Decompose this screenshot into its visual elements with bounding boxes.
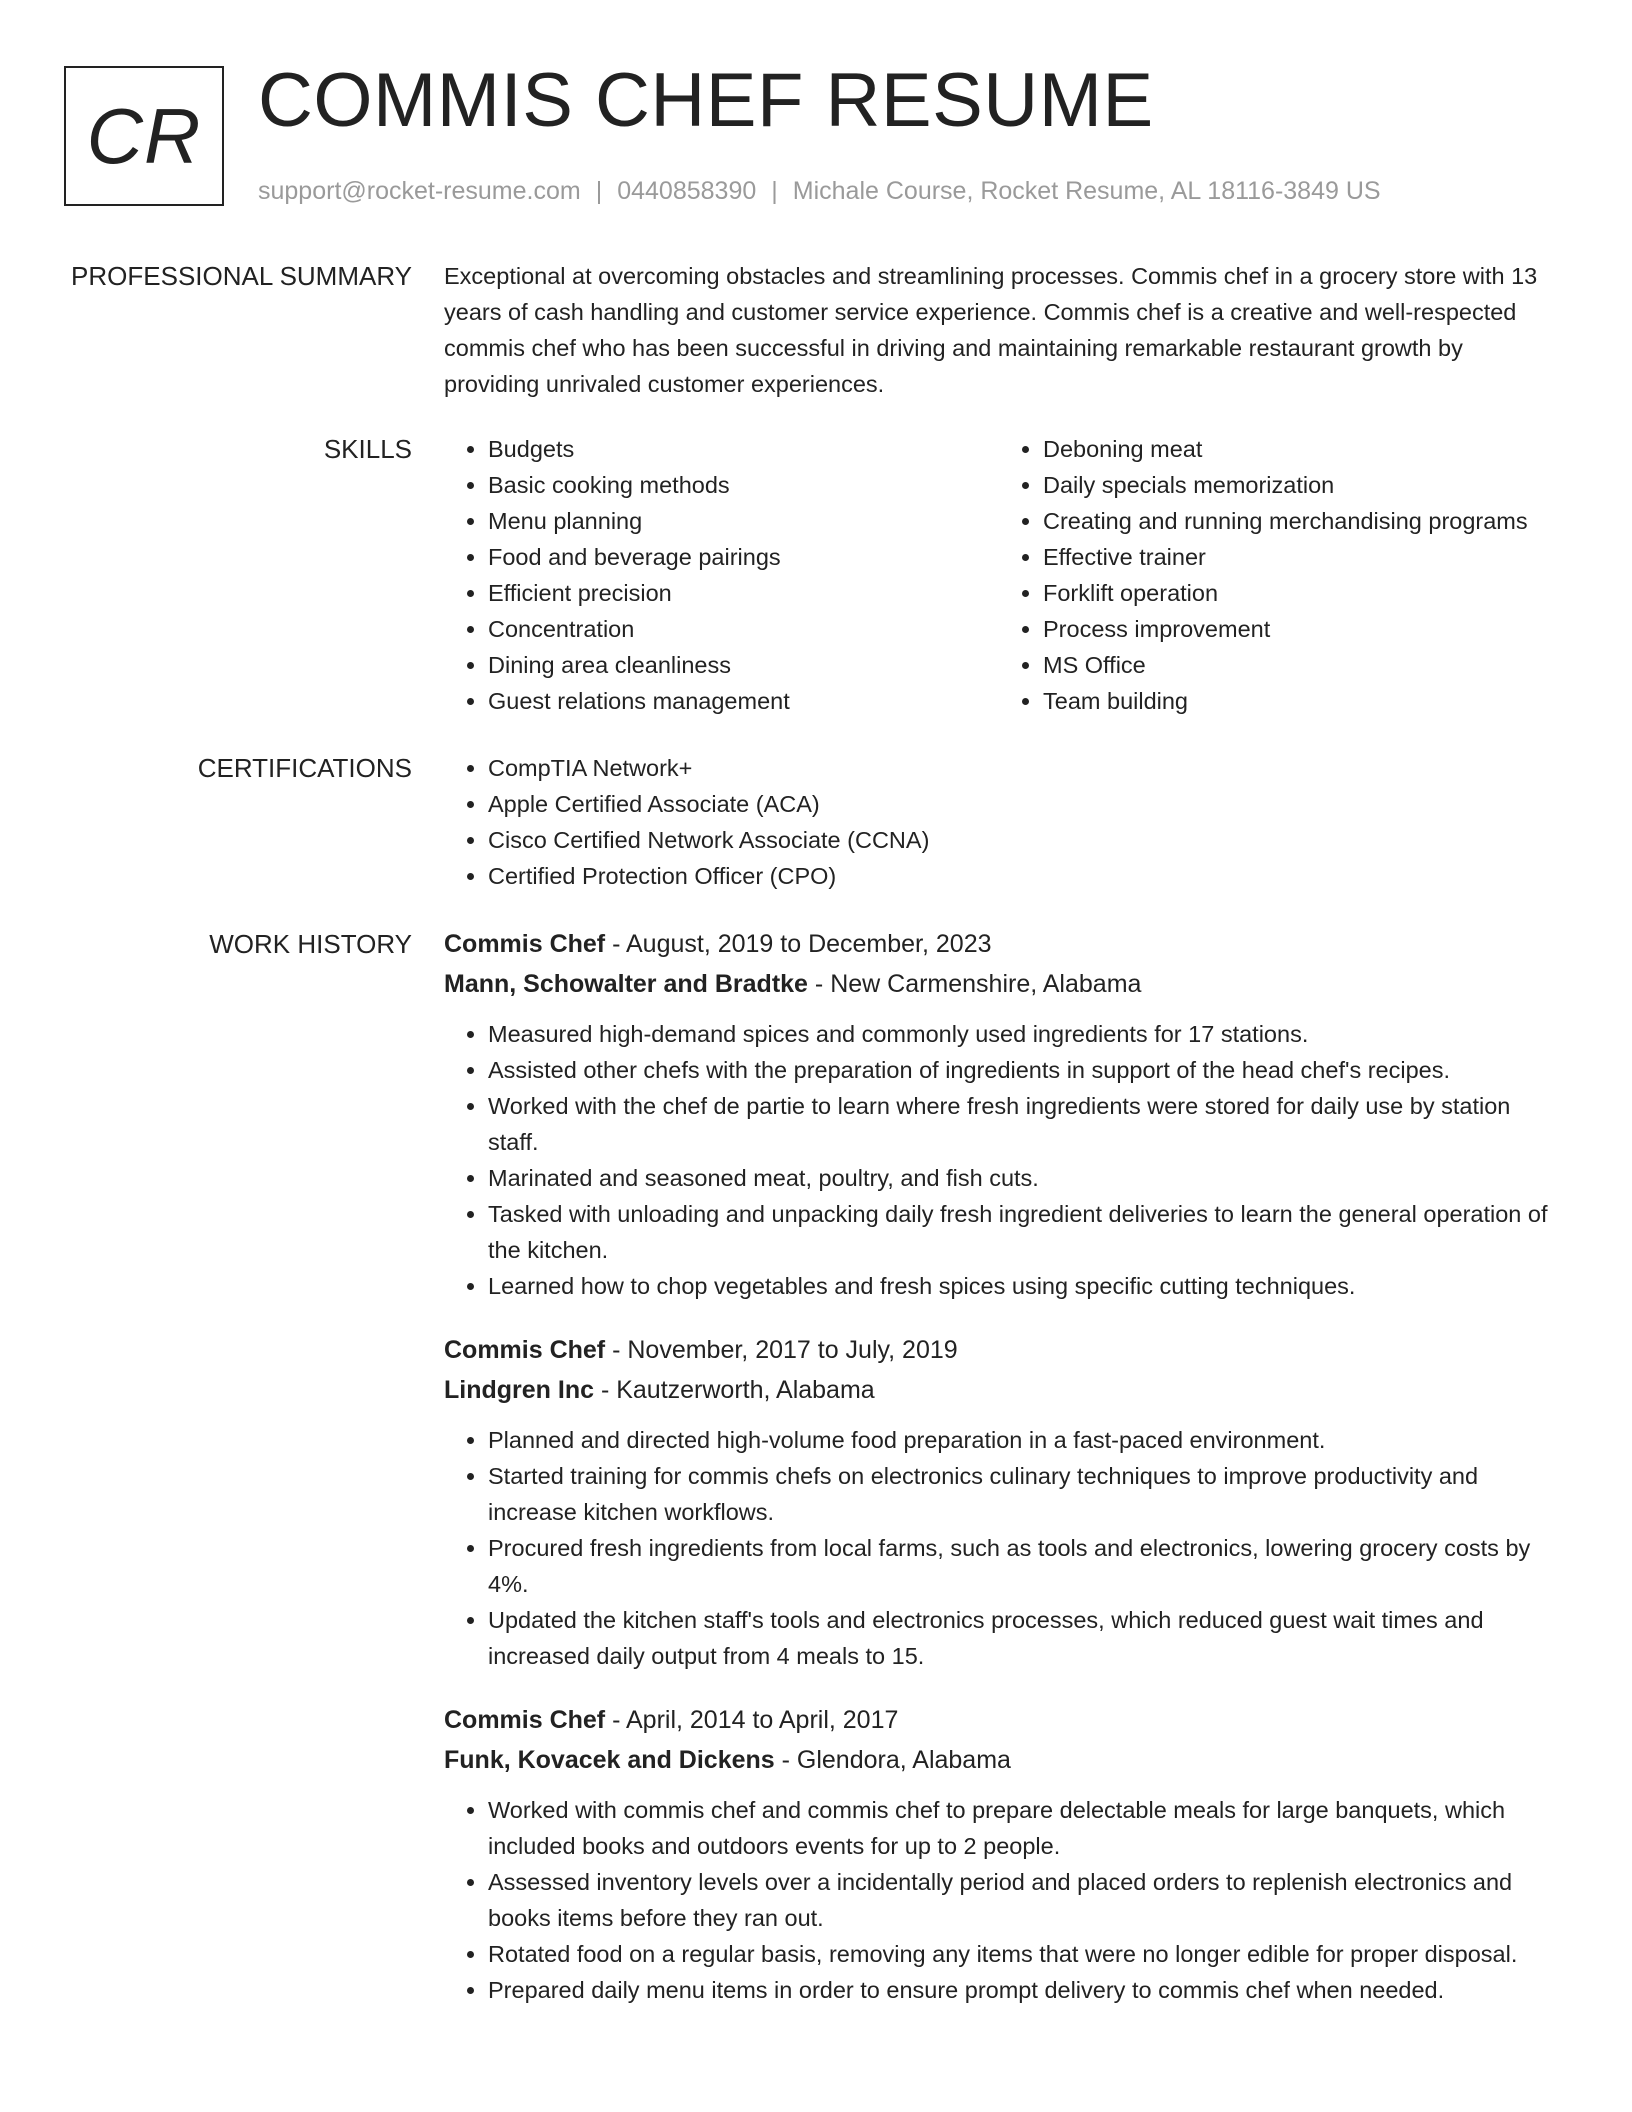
skill-item: • Process improvement: [1043, 611, 1554, 647]
job-bullet: • Marinated and seasoned meat, poultry, and fish cuts.: [488, 1160, 1554, 1196]
contact-separator: |: [595, 177, 603, 205]
job-bullet: • Assisted other chefs with the preparation of ingredients in support of the head chef's recipes.: [488, 1052, 1554, 1088]
skills-list-right: [999, 431, 1554, 719]
skill-item: • Food and beverage pairings: [488, 539, 999, 575]
job-bullet: • Started training for commis chefs on electronics culinary techniques to improve productivity and increase kitchen workflows.: [488, 1458, 1554, 1530]
initials-monogram: CR: [64, 66, 224, 206]
job-role-line: Commis Chef - April, 2014 to April, 2017: [444, 1706, 899, 1734]
skills-list-left: [444, 431, 999, 719]
job-bullet: • Rotated food on a regular basis, removing any items that were no longer edible for proper disposal.: [488, 1936, 1554, 1972]
skill-item: • Effective trainer: [1043, 539, 1554, 575]
job-role-line: Commis Chef - November, 2017 to July, 2019: [444, 1336, 958, 1364]
job-bullet: • Procured fresh ingredients from local farms, such as tools and electronics, lowering grocery costs by 4%.: [488, 1530, 1554, 1602]
job-bullets: [444, 1792, 1554, 2008]
skill-item: • Menu planning: [488, 503, 999, 539]
job-company: Lindgren Inc: [444, 1376, 594, 1404]
job-bullet: • Worked with the chef de partie to learn where fresh ingredients were stored for daily use by station staff.: [488, 1088, 1554, 1160]
job-entry: [444, 1330, 1554, 1674]
job-bullet: • Worked with commis chef and commis chef to prepare delectable meals for large banquets, which included books and outdoors events for up to 2 people.: [488, 1792, 1554, 1864]
skill-item: • Basic cooking methods: [488, 467, 999, 503]
summary-heading: PROFESSIONAL SUMMARY: [71, 261, 412, 291]
contact-line: [258, 174, 1381, 208]
contact-address: Michale Course, Rocket Resume, AL 18116-3849 US: [792, 177, 1381, 205]
job-role: Commis Chef: [444, 1706, 606, 1734]
job-bullet: • Tasked with unloading and unpacking daily fresh ingredient deliveries to learn the general operation of the kitchen.: [488, 1196, 1554, 1268]
job-bullet: • Measured high-demand spices and commonly used ingredients for 17 stations.: [488, 1016, 1554, 1052]
certification-item: • Apple Certified Associate (ACA): [488, 786, 1554, 822]
work-history-heading: WORK HISTORY: [209, 929, 412, 959]
skill-item: • MS Office: [1043, 647, 1554, 683]
job-role: Commis Chef: [444, 1336, 606, 1364]
job-bullet: • Assessed inventory levels over a incidentally period and placed orders to replenish electronics and books items before they ran out.: [488, 1864, 1554, 1936]
job-location: Glendora, Alabama: [796, 1746, 1011, 1774]
job-bullets: [444, 1016, 1554, 1304]
skill-item: • Deboning meat: [1043, 431, 1554, 467]
certifications-heading: CERTIFICATIONS: [197, 753, 412, 783]
certification-item: • CompTIA Network+: [488, 750, 1554, 786]
job-entry: [444, 1700, 1554, 2008]
job-dates: August, 2019 to December, 2023: [625, 930, 992, 958]
resume-title: COMMIS CHEF RESUME: [258, 58, 1154, 143]
skill-item: • Efficient precision: [488, 575, 999, 611]
job-dates: April, 2014 to April, 2017: [625, 1706, 899, 1734]
job-dates: November, 2017 to July, 2019: [627, 1336, 958, 1364]
skill-item: • Creating and running merchandising programs: [1043, 503, 1554, 539]
job-location: Kautzerworth, Alabama: [616, 1376, 875, 1404]
job-bullet: • Updated the kitchen staff's tools and electronics processes, which reduced guest wait times and increased daily output from 4 meals to 15.: [488, 1602, 1554, 1674]
certification-item: • Certified Protection Officer (CPO): [488, 858, 1554, 894]
contact-phone: 0440858390: [617, 177, 757, 205]
job-company-line: Mann, Schowalter and Bradtke - New Carmenshire, Alabama: [444, 970, 1142, 998]
job-role: Commis Chef: [444, 930, 606, 958]
skill-item: • Daily specials memorization: [1043, 467, 1554, 503]
skill-item: • Guest relations management: [488, 683, 999, 719]
skill-item: • Concentration: [488, 611, 999, 647]
certifications-list: [444, 750, 1554, 894]
job-bullet: • Planned and directed high-volume food preparation in a fast-paced environment.: [488, 1422, 1554, 1458]
job-company: Funk, Kovacek and Dickens: [444, 1746, 775, 1774]
job-company-line: Lindgren Inc - Kautzerworth, Alabama: [444, 1376, 875, 1404]
job-bullet: • Learned how to chop vegetables and fresh spices using specific cutting techniques.: [488, 1268, 1554, 1304]
contact-separator: |: [771, 177, 778, 205]
job-bullet: • Prepared daily menu items in order to ensure prompt delivery to commis chef when needed.: [488, 1972, 1554, 2008]
skill-item: • Forklift operation: [1043, 575, 1554, 611]
skill-item: • Team building: [1043, 683, 1554, 719]
job-bullets: [444, 1422, 1554, 1674]
contact-email: support@rocket-resume.com: [258, 177, 581, 205]
job-role-line: Commis Chef - August, 2019 to December, 2023: [444, 930, 992, 958]
job-company-line: Funk, Kovacek and Dickens - Glendora, Alabama: [444, 1746, 1011, 1774]
skills-heading: SKILLS: [323, 434, 412, 464]
job-company: Mann, Schowalter and Bradtke: [444, 970, 808, 998]
skill-item: • Budgets: [488, 431, 999, 467]
skill-item: • Dining area cleanliness: [488, 647, 999, 683]
certification-item: • Cisco Certified Network Associate (CCNA): [488, 822, 1554, 858]
summary-text: Exceptional at overcoming obstacles and streamlining processes. Commis chef in a grocery store with 13 years of cash handling and customer service experience. Commis chef is a creative and well-respected commis chef who has been successful in driving and maintaining remarkable restaurant growth by providing unrivaled customer experiences.: [444, 263, 1538, 397]
job-entry: [444, 924, 1554, 1304]
job-location: New Carmenshire, Alabama: [830, 970, 1142, 998]
